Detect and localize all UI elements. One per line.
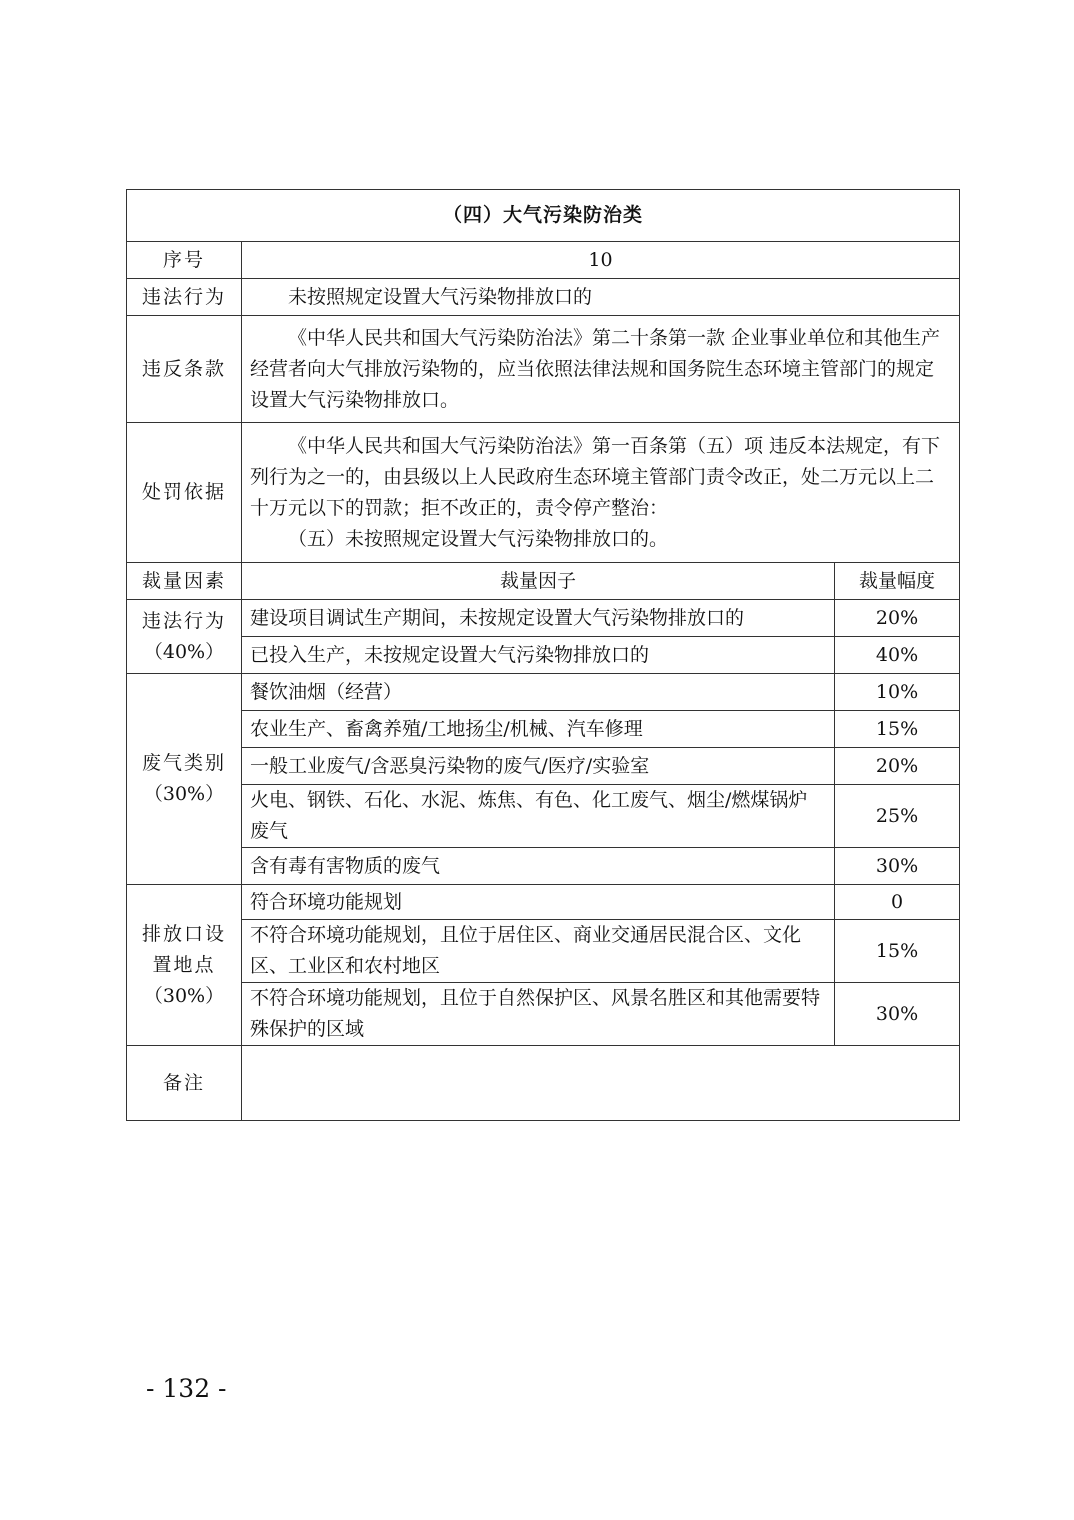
penalty-basis-text: 《中华人民共和国大气污染防治法》第一百条第（五）项 违反本法规定，有下列行为之一的，由县级以上人民政府生态环境主管部门责令改正，处二万元以上二十万元以下的罚款；拒不改正的，责令停产整治：	[250, 434, 941, 519]
factor-text: 火电、钢铁、石化、水泥、炼焦、有色、化工废气、烟尘/燃煤锅炉废气	[242, 785, 835, 848]
group-violation-weight: （40%）	[143, 640, 225, 663]
discretion-factor-header: 裁量因素	[127, 563, 242, 600]
serial-label: 序号	[127, 242, 242, 279]
factor-value: 20%	[835, 748, 960, 785]
violated-clause-text: 《中华人民共和国大气污染防治法》第二十条第一款 企业事业单位和其他生产经营者向大气排放污染物的，应当依照法律法规和国务院生态环境主管部门的规定设置大气污染物排放口。	[250, 326, 941, 411]
group-outlet-location-title-line1: 排放口设	[141, 922, 226, 945]
factor-value: 15%	[835, 711, 960, 748]
factor-text: 餐饮油烟（经营）	[242, 674, 835, 711]
factor-value: 0	[835, 885, 960, 920]
discretion-sub-factor-header: 裁量因子	[242, 563, 835, 600]
violated-clause-label: 违反条款	[127, 316, 242, 423]
violated-clause-cell	[242, 316, 960, 423]
group-gas-type-label	[127, 674, 242, 885]
factor-text: 一般工业废气/含恶臭污染物的废气/医疗/实验室	[242, 748, 835, 785]
group-gas-type-title: 废气类别	[141, 752, 226, 774]
factor-text: 符合环境功能规划	[242, 885, 835, 920]
factor-value: 10%	[835, 674, 960, 711]
penalty-discretion-table	[126, 189, 960, 1121]
factor-value: 20%	[835, 600, 960, 637]
factor-text: 含有毒有害物质的废气	[242, 848, 835, 885]
group-outlet-location-title-line2: 置地点	[152, 953, 216, 976]
group-outlet-location-label	[127, 885, 242, 1046]
remarks-value	[242, 1046, 960, 1121]
factor-text: 不符合环境功能规划，且位于居住区、商业交通居民混合区、文化区、工业区和农村地区	[242, 920, 835, 983]
page-number: - 132 -	[146, 1374, 227, 1403]
penalty-basis-cell	[242, 423, 960, 563]
remarks-label: 备注	[127, 1046, 242, 1121]
factor-value: 25%	[835, 785, 960, 848]
factor-value: 30%	[835, 848, 960, 885]
factor-value: 30%	[835, 983, 960, 1046]
factor-text: 已投入生产，未按规定设置大气污染物排放口的	[242, 637, 835, 674]
penalty-basis-label: 处罚依据	[127, 423, 242, 563]
group-violation-label	[127, 600, 242, 674]
penalty-basis-item: （五）未按照规定设置大气污染物排放口的。	[288, 527, 669, 550]
factor-text: 建设项目调试生产期间，未按规定设置大气污染物排放口的	[242, 600, 835, 637]
group-violation-title: 违法行为	[141, 609, 226, 632]
violation-label: 违法行为	[127, 279, 242, 316]
factor-text: 农业生产、畜禽养殖/工地扬尘/机械、汽车修理	[242, 711, 835, 748]
serial-value: 10	[242, 242, 960, 279]
group-gas-type-weight: （30%）	[143, 783, 225, 805]
factor-value: 40%	[835, 637, 960, 674]
factor-text: 不符合环境功能规划，且位于自然保护区、风景名胜区和其他需要特殊保护的区域	[242, 983, 835, 1046]
discretion-range-header: 裁量幅度	[835, 563, 960, 600]
table-title: （四）大气污染防治类	[127, 190, 960, 242]
factor-value: 15%	[835, 920, 960, 983]
group-outlet-location-weight: （30%）	[143, 984, 225, 1007]
violation-value: 未按照规定设置大气污染物排放口的	[242, 279, 960, 316]
